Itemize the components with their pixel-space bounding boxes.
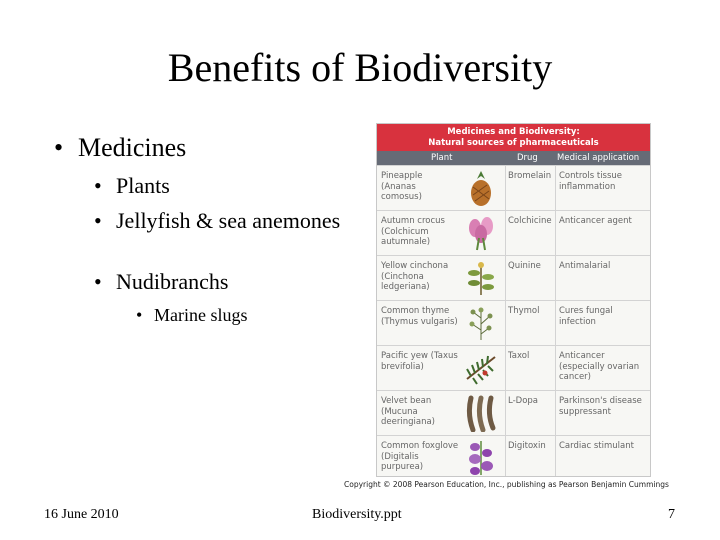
cinchona-icon [463,259,499,297]
thyme-icon [463,304,499,342]
figure-copyright: Copyright © 2008 Pearson Education, Inc., publishing as Pearson Benjamin Cummings [344,480,669,489]
plant-cell: Common thyme (Thymus vulgaris) [381,306,458,327]
table-row [377,345,650,390]
bullet-text: Jellyfish & sea anemones [116,208,341,233]
application-cell: Cardiac stimulant [559,441,634,451]
drug-cell: Taxol [508,351,530,361]
application-cell: Antimalarial [559,261,611,271]
application-cell: Anticancer agent [559,216,632,226]
bullet-jellyfish [94,207,366,235]
crocus-icon [463,214,499,252]
plant-cell: Autumn crocus (Colchicum autumnale) [381,216,445,247]
column-header-application: Medical application [557,153,640,163]
application-cell: Anticancer (especially ovarian cancer) [559,351,640,382]
bullet-dot: • [94,208,102,233]
bullet-plants [94,172,366,200]
plant-cell: Common foxglove (Digitalis purpurea) [381,441,459,472]
table-row [377,390,650,435]
drug-cell: Colchicine [508,216,552,226]
bullet-text: Marine slugs [154,305,248,325]
bullet-nudibranchs [94,268,366,296]
drug-cell: Quinine [508,261,541,271]
pineapple-icon [463,169,499,207]
plant-cell: Velvet bean (Mucuna deeringiana) [381,396,435,427]
bullet-dot: • [136,305,143,325]
application-cell: Parkinson's disease suppressant [559,396,642,417]
plant-cell: Yellow cinchona (Cinchona ledgeriana) [381,261,449,292]
bullet-text: Medicines [78,133,187,162]
yew-icon [463,349,499,387]
bullet-dot: • [54,133,64,162]
figure-title-line2: Natural sources of pharmaceuticals [428,138,599,148]
column-header-row [377,151,650,165]
column-header-plant: Plant [431,153,453,163]
table-row [377,435,650,480]
table-row [377,300,650,345]
bullet-text: Nudibranchs [116,269,229,294]
velvet-bean-icon [463,394,499,432]
application-cell: Cures fungal infection [559,306,613,327]
foxglove-icon [463,439,499,477]
footer-page-number: 7 [668,507,675,522]
pharmaceuticals-table-figure [376,123,651,477]
drug-cell: Bromelain [508,171,552,181]
drug-cell: Thymol [508,306,540,316]
table-row [377,210,650,255]
table-row [377,165,650,210]
drug-cell: Digitoxin [508,441,546,451]
bullet-text: Plants [116,173,170,198]
bullet-marine-slugs [136,304,248,326]
bullet-dot: • [94,269,102,294]
plant-cell: Pineapple (Ananas comosus) [381,171,423,202]
drug-cell: L-Dopa [508,396,539,406]
footer-date: 16 June 2010 [44,507,119,522]
footer-filename: Biodiversity.ppt [312,507,402,522]
figure-header [377,124,650,151]
bullet-dot: • [94,173,102,198]
plant-cell: Pacific yew (Taxus brevifolia) [381,351,458,372]
bullet-medicines [54,132,187,164]
table-row [377,255,650,300]
figure-title-line1: Medicines and Biodiversity: [447,127,580,137]
column-header-drug: Drug [517,153,538,163]
slide-title: Benefits of Biodiversity [167,45,553,90]
application-cell: Controls tissue inflammation [559,171,623,192]
